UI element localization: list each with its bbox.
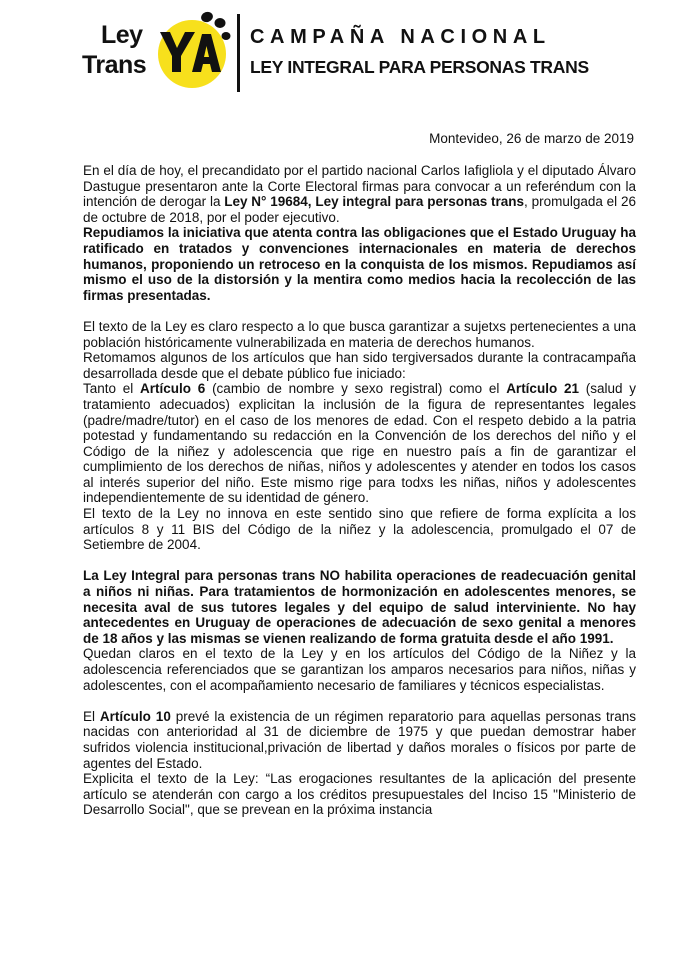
paragraph-no-surgery xyxy=(83,568,636,646)
paragraph-law-text: El texto de la Ley es claro respecto a lo que busca garantizar a sujetxs pertenecientes a una población históricamente vulnerabilizada en materia de derechos humanos. xyxy=(83,318,636,350)
bold-statement: La Ley Integral para personas trans NO habilita operaciones de readecuación genital a niños ni niñas. Para tratamientos de hormonización en adolescentes menores, se necesita aval de sus tutores legales y del equipo de salud interviniente. No hay antecedentes en Uruguay de operaciones de adecuación de sexo genital a menores de 18 años y las mismas se vienen realizando de forma gratuita desde el año 1991. xyxy=(83,568,636,646)
header-divider xyxy=(237,14,240,92)
text-run: (salud y tratamiento adecuados) explicitan la inclusión de la figura de representantes legales (padre/madre/tutor) en el caso de los menores de edad. Con el respeto debido a la patria potestad y fundamentando su redacción en la Convención de los derechos del niño y el Código de la niñez y adolescencia que rige en nuestro país a fin de garantizar el cumplimiento de los derechos de niñas, niños y adolescentes y atender en todos los casos al interés superior del niño. Este mismo rige para todxs les niñas, niños y adolescentes independientemente de su identidad de género. xyxy=(83,381,636,506)
bold-statement: Repudiamos la iniciativa que atenta contra las obligaciones que el Estado Uruguay ha ratificado en tratados y convenciones internacionales en materia de derechos humanos, proponiendo un retroceso en la conquista de los mismos. Repudiamos así mismo el uso de la distorsión y la mentira como medios hacia la recolección de las firmas presentadas. xyxy=(83,225,636,303)
document-date: Montevideo, 26 de marzo de 2019 xyxy=(429,131,634,146)
text-run: prevé la existencia de un régimen reparatorio para aquellas personas trans nacidas con anterioridad al 31 de diciembre de 1975 y que puedan demostrar haber sufridos violencia institucional,privación de libertad y daños morales o físicos por parte de agentes del Estado. xyxy=(83,708,636,771)
paragraph-articles-intro: Retomamos algunos de los artículos que han sido tergiversados durante la contracampaña desarrollada desde que el debate público fue iniciado: xyxy=(83,350,636,381)
text-run: , promulgada el 26 de octubre de 2018, por el poder ejecutivo. xyxy=(83,194,636,225)
paragraph-articles-6-21 xyxy=(83,381,636,506)
text-run: Tanto el xyxy=(83,381,141,397)
paragraph-guarantees: Quedan claros en el texto de la Ley y en los artículos del Código de la Niñez y la adolescencia referenciados que se garantizan los amparos necesarios para niños, niñas y adolescentes, con el acompañamiento necesario de familiares y técnicos especialistas. xyxy=(83,646,636,693)
law-name-bold: Ley N° 19684, Ley integral para personas trans xyxy=(224,194,525,210)
document-body xyxy=(83,163,636,818)
campaign-subtitle: LEY INTEGRAL PARA PERSONAS TRANS xyxy=(250,57,589,77)
article-10-bold: Artículo 10 xyxy=(99,708,171,724)
paragraph-referendum xyxy=(83,163,636,225)
text-run: En el día de hoy, el precandidato por el partido nacional Carlos Iafigliola y el diputado Álvaro Dastugue presentaron ante la Corte Electoral firmas para convocar a un referéndum con la intención de derogar la xyxy=(83,163,636,210)
paragraph-article-10 xyxy=(83,709,636,771)
ley-trans-ya-logo xyxy=(150,10,232,90)
logo-text-ley: Ley xyxy=(101,21,143,49)
paragraph-code-reference: El texto de la Ley no innova en este sentido sino que refiere de forma explícita a los artículos 8 y 11 BIS del Código de la niñez y la adolescencia, promulgado el 07 de Setiembre de 2004. xyxy=(83,506,636,553)
paragraph-spacer xyxy=(83,693,636,709)
text-run: El xyxy=(83,708,100,724)
logo-text-trans: Trans xyxy=(82,51,147,79)
text-run: (cambio de nombre y sexo registral) como el xyxy=(205,381,507,397)
paragraph-spacer xyxy=(83,303,636,319)
article-21-bold: Artículo 21 xyxy=(506,381,579,397)
paragraph-quote: Explicita el texto de la Ley: “Las erogaciones resultantes de la aplicación del presente artículo se atenderán con cargo a los créditos presupuestales del Inciso 15 "Ministerio de Desarrollo Social", que se prevean en la próxima instancia xyxy=(83,771,636,818)
letterhead xyxy=(0,0,692,110)
paragraph-repudiation xyxy=(83,225,636,303)
paragraph-spacer xyxy=(83,553,636,569)
article-6-bold: Artículo 6 xyxy=(140,381,206,397)
campaign-title: CAMPAÑA NACIONAL xyxy=(250,26,551,48)
